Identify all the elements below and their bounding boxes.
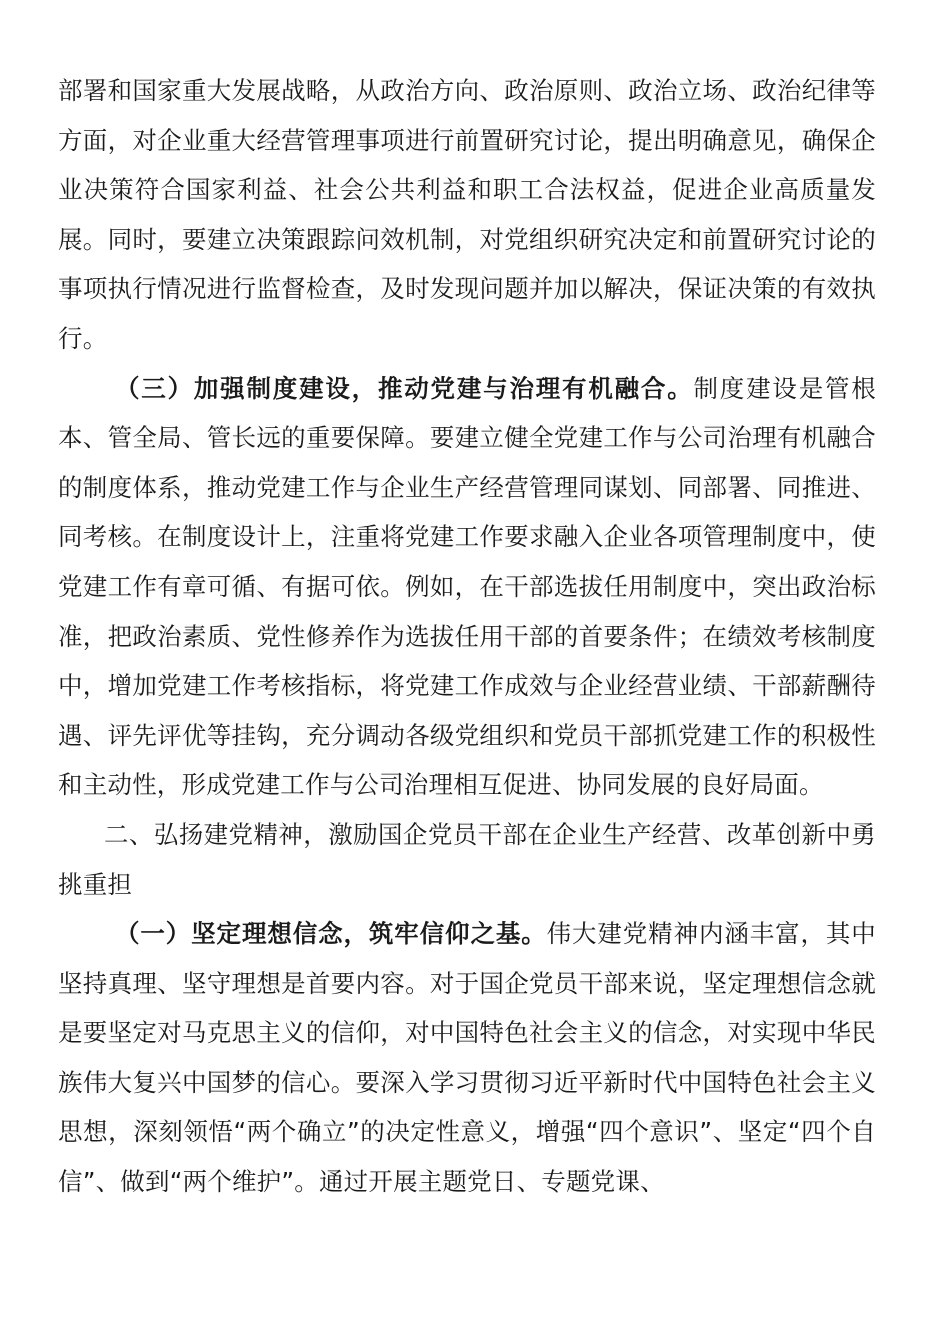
section-heading-inline: （三）加强制度建设，推动党建与治理有机融合。: [115, 373, 694, 403]
paragraph-section-3: [58, 364, 876, 810]
paragraph-text: 伟大建党精神内涵丰富，其中坚持真理、坚守理想是首要内容。对于国企党员干部来说，坚定理想信念就是要坚定对马克思主义的信仰，对中国特色社会主义的信念，对实现中华民族伟大复兴中国梦的信心。要深入学习贯彻习近平新时代中国特色社会主义思想，深刻领悟“两个确立”的决定性意义，增强“四个意识”、坚定“四个自信”、做到“两个维护”。通过开展主题党日、专题党课、: [58, 919, 876, 1197]
paragraph-text: 部署和国家重大发展战略，从政治方向、政治原则、政治立场、政治纪律等方面，对企业重大经营管理事项进行前置研究讨论，提出明确意见，确保企业决策符合国家利益、社会公共利益和职工合法权益，促进企业高质量发展。同时，要建立决策跟踪问效机制，对党组织研究决定和前置研究讨论的事项执行情况进行监督检查，及时发现问题并加以解决，保证决策的有效执行。: [58, 76, 876, 353]
paragraph-continuation: [58, 66, 876, 364]
document-body: [58, 66, 876, 1207]
paragraph-text: 制度建设是管根本、管全局、管长远的重要保障。要建立健全党建工作与公司治理有机融合的制度体系，推动党建工作与企业生产经营管理同谋划、同部署、同推进、同考核。在制度设计上，注重将党建工作要求融入企业各项管理制度中，使党建工作有章可循、有据可依。例如，在干部选拔任用制度中，突出政治标准，把政治素质、党性修养作为选拔任用干部的首要条件；在绩效考核制度中，增加党建工作考核指标，将党建工作成效与企业经营业绩、干部薪酬待遇、评先评优等挂钩，充分调动各级党组织和党员干部抓党建工作的积极性和主动性，形成党建工作与公司治理相互促进、协同发展的良好局面。: [58, 373, 876, 800]
heading-text: 二、弘扬建党精神，激励国企党员干部在企业生产经营、改革创新中勇挑重担: [58, 819, 876, 899]
section-heading-inline: （一）坚定理想信念，筑牢信仰之基。: [115, 919, 547, 949]
section-heading-2: [58, 810, 876, 909]
paragraph-section-1: [58, 909, 876, 1207]
